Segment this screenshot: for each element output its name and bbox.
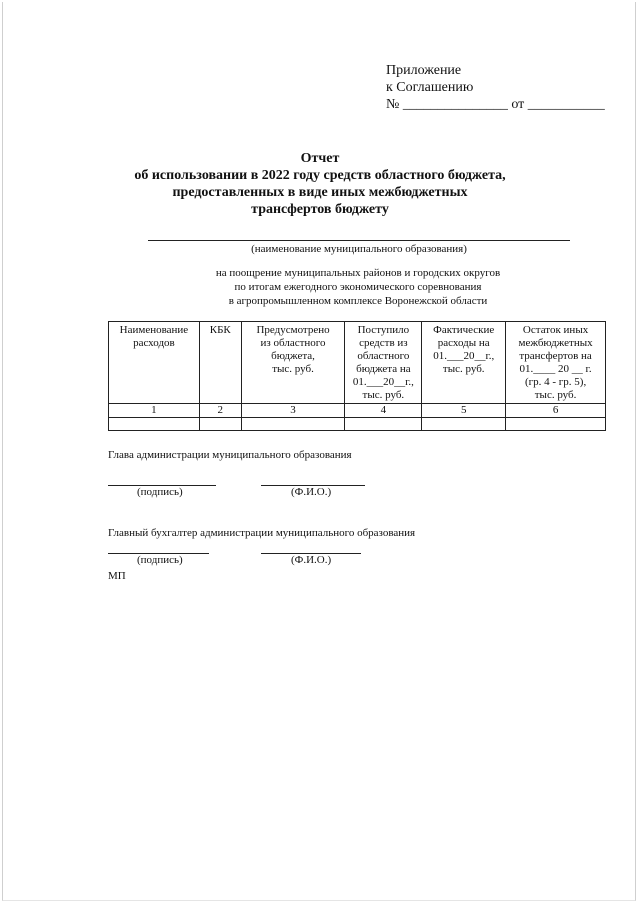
appendix-line-3: № _______________ от ___________ [386, 97, 605, 112]
table-header-cell [345, 322, 422, 404]
accountant-name-caption: (Ф.И.О.) [291, 554, 332, 566]
table-column-number-row [109, 404, 606, 418]
table-header-line: Фактические [433, 324, 495, 336]
head-name-caption: (Ф.И.О.) [291, 486, 332, 498]
table-header-line: 01.___20__г., [433, 350, 495, 362]
purpose-line-2: по итогам ежегодного экономического соревнования [234, 281, 482, 293]
table-header-line: 01.___20__г., [352, 376, 414, 388]
accountant-signature-caption: (подпись) [137, 554, 183, 566]
table-header-line: тыс. руб. [534, 389, 577, 401]
table-header-line: трансфертов на [519, 350, 592, 362]
table-header-line: Остаток иных [522, 324, 589, 336]
table-column-number: 3 [241, 404, 345, 418]
table-cell [422, 418, 506, 431]
table-header-line: Наименование [119, 324, 189, 336]
table-cell [109, 418, 200, 431]
table-column-number: 5 [422, 404, 506, 418]
table-header-cell [506, 322, 606, 404]
head-title: Глава администрации муниципального образования [108, 449, 352, 461]
accountant-title: Главный бухгалтер администрации муниципального образования [108, 527, 416, 539]
table-header-line: средств из [359, 337, 408, 349]
table-header-line: тыс. руб. [362, 389, 405, 401]
table-header-line: межбюджетных [518, 337, 593, 349]
table-header-line: Поступило [357, 324, 410, 336]
stamp-place: МП [108, 570, 126, 582]
table-header-line: расходов [133, 337, 175, 349]
table-header-cell [199, 322, 241, 404]
report-title-line-4: трансфертов бюджету [251, 202, 389, 217]
purpose-line-3: в агропромышленном комплексе Воронежской области [228, 295, 488, 307]
table-header-line: из областного [260, 337, 326, 349]
municipality-caption: (наименование муниципального образования) [251, 243, 467, 255]
report-title-line-2: об использовании в 2022 году средств областного бюджета, [134, 168, 506, 183]
table-header-line: бюджета на [356, 363, 411, 375]
report-title-line-3: предоставленных в виде иных межбюджетных [172, 185, 468, 200]
table-column-number: 4 [345, 404, 422, 418]
table-cell [199, 418, 241, 431]
table-column-number: 2 [199, 404, 241, 418]
appendix-block [386, 62, 605, 113]
table-header-line: 01.____ 20 __ г. [519, 363, 592, 375]
table-row [109, 418, 606, 431]
table-cell [345, 418, 422, 431]
table-column-number: 6 [506, 404, 606, 418]
appendix-line-2: к Соглашению [386, 80, 474, 95]
table-header-line: (гр. 4 - гр. 5), [524, 376, 587, 388]
table-header-line: расходы на [437, 337, 490, 349]
table-header-line: тыс. руб. [272, 363, 314, 375]
report-title-line-1: Отчет [300, 151, 340, 166]
report-table [108, 321, 606, 431]
table-header-cell [109, 322, 200, 404]
table-cell [241, 418, 345, 431]
table-header-cell [422, 322, 506, 404]
municipality-name-line [148, 240, 570, 241]
table-header-cell [241, 322, 345, 404]
table-header-line: Предусмотрено [256, 324, 330, 336]
table-header-line: бюджета, [271, 350, 315, 362]
purpose-text [0, 266, 640, 308]
table-header-line: КБК [209, 324, 231, 336]
head-signature-caption: (подпись) [137, 486, 183, 498]
table-header-row [109, 322, 606, 404]
appendix-line-1: Приложение [386, 63, 462, 78]
table-column-number: 1 [109, 404, 200, 418]
report-title [0, 150, 640, 218]
purpose-line-1: на поощрение муниципальных районов и городских округов [215, 267, 501, 279]
table-header-line: тыс. руб. [442, 363, 485, 375]
table-cell [506, 418, 606, 431]
table-header-line: областного [357, 350, 410, 362]
